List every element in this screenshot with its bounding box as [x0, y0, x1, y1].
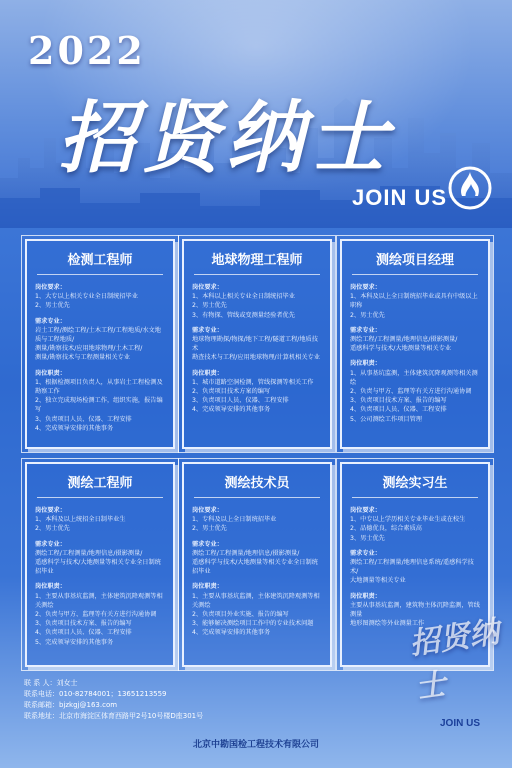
- section-label: 岗位要求：: [192, 507, 223, 514]
- join-us-label: JOIN US: [352, 185, 448, 210]
- section-label: 岗位要求：: [350, 507, 381, 514]
- detail-line: 2、品德优良，综合素质高: [350, 525, 422, 533]
- detail-line: 2、负责与甲方、监理等有关方进行沟通协调: [350, 388, 472, 396]
- detail-line: 3、有物探、管线或变测量经验者优先: [192, 311, 295, 319]
- detail-line: 遥感科学与技术/大地测量等相关专业全日制统招毕业: [192, 559, 318, 576]
- job-details: [184, 498, 330, 644]
- job-card-survey-engineer: [25, 462, 175, 667]
- detail-line: 遥感科学与技术/大地测量等相关专业: [350, 345, 452, 353]
- detail-line: 测绘工程/工程测量/地理信息/摄影测量/: [350, 336, 458, 344]
- detail-line: 测绘工程/工程测量/地理信息/摄影测量/: [192, 549, 300, 557]
- detail-line: 2、负责与甲方、监理等有关方进行沟通协调: [35, 611, 157, 619]
- job-card-survey-technician: [182, 462, 332, 667]
- detail-line: 测量/勘察技术/应用地球物理/土木工程/: [35, 345, 143, 353]
- job-details: [27, 498, 173, 653]
- detail-line: 2、男士优先: [35, 525, 70, 533]
- detail-line: 2、男士优先: [192, 525, 227, 533]
- section-label: 需求专业：: [192, 326, 223, 334]
- job-details: [27, 275, 173, 439]
- contact-email: 联系邮箱：bjzkgj@163.com: [24, 701, 118, 709]
- section-label: 岗位职责：: [350, 360, 381, 368]
- section-label: 需求专业：: [35, 317, 66, 325]
- detail-line: 2、负责项目技术方案的编写: [192, 388, 271, 396]
- detail-line: 岩土工程/测绘工程/土木工程/工程地质/水文地质与工程地质/: [35, 326, 161, 344]
- detail-line: 2、男士优先: [35, 302, 70, 310]
- detail-line: 1、专科及以上全日制统招毕业: [192, 516, 277, 524]
- flame-swirl-logo-icon: [448, 166, 492, 210]
- detail-line: 3、负责项目人员、仪器、工程安排: [192, 397, 289, 405]
- detail-line: 3、负责项目技术方案、报告的编写: [35, 620, 132, 628]
- detail-line: 主要从事基坑监测，建筑物主体沉降监测，管线测量: [350, 601, 480, 619]
- detail-line: 4、完成领导安排的其他事务: [192, 406, 271, 414]
- section-label: 岗位要求：: [350, 284, 381, 291]
- detail-line: 1、本科以上相关专业全日制统招毕业: [192, 293, 295, 301]
- footer-join-us-label: JOIN US: [440, 718, 481, 729]
- job-title: 测绘工程师: [37, 464, 163, 498]
- detail-line: 测量/勘察技术与工程测量相关专业: [35, 354, 130, 362]
- detail-line: 3、男士优先: [350, 534, 385, 542]
- job-title: 检测工程师: [37, 241, 163, 275]
- section-label: 需求专业：: [35, 540, 66, 548]
- job-card-geophysics-engineer: [182, 239, 332, 449]
- section-label: 需求专业：: [192, 540, 223, 548]
- year-label: 2022: [28, 28, 146, 73]
- detail-line: 遥感科学与技术/大地测量等相关专业全日制统招毕业: [35, 559, 161, 576]
- job-title: 测绘项目经理: [352, 241, 478, 275]
- detail-line: 测绘工程/工程测量/地理信息/摄影测量/: [35, 549, 143, 557]
- detail-line: 地形图测绘等外业测量工作: [350, 620, 425, 628]
- detail-line: 1、大专以上相关专业全日制统招毕业: [35, 293, 138, 301]
- contact-phone: 联系电话：010-82784001；13651213559: [24, 690, 167, 698]
- detail-line: 地球物理勘探/物探/地下工程/隧道工程/地质技术: [192, 336, 318, 353]
- section-label: 岗位要求：: [192, 284, 223, 291]
- detail-line: 5、完成领导安排的其他事务: [35, 638, 114, 646]
- job-details: [184, 275, 330, 421]
- job-card-survey-project-manager: [340, 239, 490, 449]
- detail-line: 3、能够解决测绘项目工作中的专业技术问题: [192, 620, 314, 628]
- detail-line: 4、完成领导安排的其他事务: [192, 629, 271, 637]
- detail-line: 1、中专以上学历相关专业毕业生或在校生: [350, 516, 466, 524]
- job-title: 地球物理工程师: [194, 241, 320, 275]
- hero-banner: [0, 0, 512, 228]
- detail-line: 5、公司测绘工作项目管理: [350, 415, 422, 423]
- job-title: 测绘实习生: [352, 464, 478, 498]
- job-details: [342, 275, 488, 430]
- detail-line: 1、本科及以上全日制统招毕业或具有中级以上职称: [350, 293, 478, 310]
- section-label: 岗位职责：: [192, 369, 223, 377]
- contact-person: 联 系 人：刘女士: [24, 679, 78, 687]
- job-title: 测绘技术员: [194, 464, 320, 498]
- headline-calligraphy: 招贤纳士: [58, 93, 395, 184]
- section-label: 岗位职责：: [192, 583, 223, 591]
- detail-line: 2、负责项目外业实施、报告的编写: [192, 611, 289, 619]
- contact-address: 联系地址：北京市海淀区体育西路甲2号10号楼D座301号: [24, 712, 204, 720]
- detail-line: 2、独立完成现场检测工作，组织实施，报告编写: [35, 397, 163, 414]
- detail-line: 4、完成领导安排的其他事务: [35, 424, 114, 432]
- section-label: 岗位职责：: [350, 592, 381, 600]
- section-label: 需求专业：: [350, 326, 381, 334]
- detail-line: 3、负责项目技术方案、报告的编写: [350, 397, 447, 405]
- detail-line: 大地测量等相关专业: [350, 577, 406, 585]
- detail-line: 2、男士优先: [350, 311, 385, 319]
- section-label: 岗位职责：: [35, 583, 66, 591]
- detail-line: 1、城市道路空洞检测，管线探测等相关工作: [192, 378, 314, 386]
- section-label: 岗位要求：: [35, 284, 66, 291]
- detail-line: 1、从事基坑监测，主体建筑沉降观测等相关测绘: [350, 369, 478, 386]
- detail-line: 1、根据检测项目负责人，从事岩土工程检测及勘察工作: [35, 378, 163, 396]
- detail-line: 测绘工程/工程测量/地理信息系统/遥感科学技术/: [350, 559, 474, 576]
- detail-line: 1、主要从事基坑监测，主体建筑沉降观测等相关测绘: [35, 592, 163, 609]
- detail-line: 勘查技术与工程/应用地球物理/计算机相关专业: [192, 354, 320, 362]
- section-label: 需求专业：: [350, 549, 381, 557]
- section-label: 岗位要求：: [35, 507, 66, 514]
- detail-line: 4、负责项目人员、仪器、工程安排: [35, 629, 132, 637]
- detail-line: 2、男士优先: [192, 302, 227, 310]
- company-name: 北京中勘国检工程技术有限公司: [192, 740, 319, 750]
- section-label: 岗位职责：: [35, 369, 66, 377]
- detail-line: 3、负责项目人员、仪器、工程安排: [35, 415, 132, 423]
- detail-line: 1、主要从事基坑监测，主体建筑沉降观测等相关测绘: [192, 592, 320, 609]
- contact-info: [24, 678, 203, 722]
- job-card-inspection-engineer: [25, 239, 175, 449]
- detail-line: 4、负责项目人员、仪器、工程安排: [350, 406, 447, 414]
- footer-headline-logo: 招贤纳士: [407, 614, 502, 706]
- detail-line: 1、本科及以上统招全日制毕业生: [35, 516, 126, 524]
